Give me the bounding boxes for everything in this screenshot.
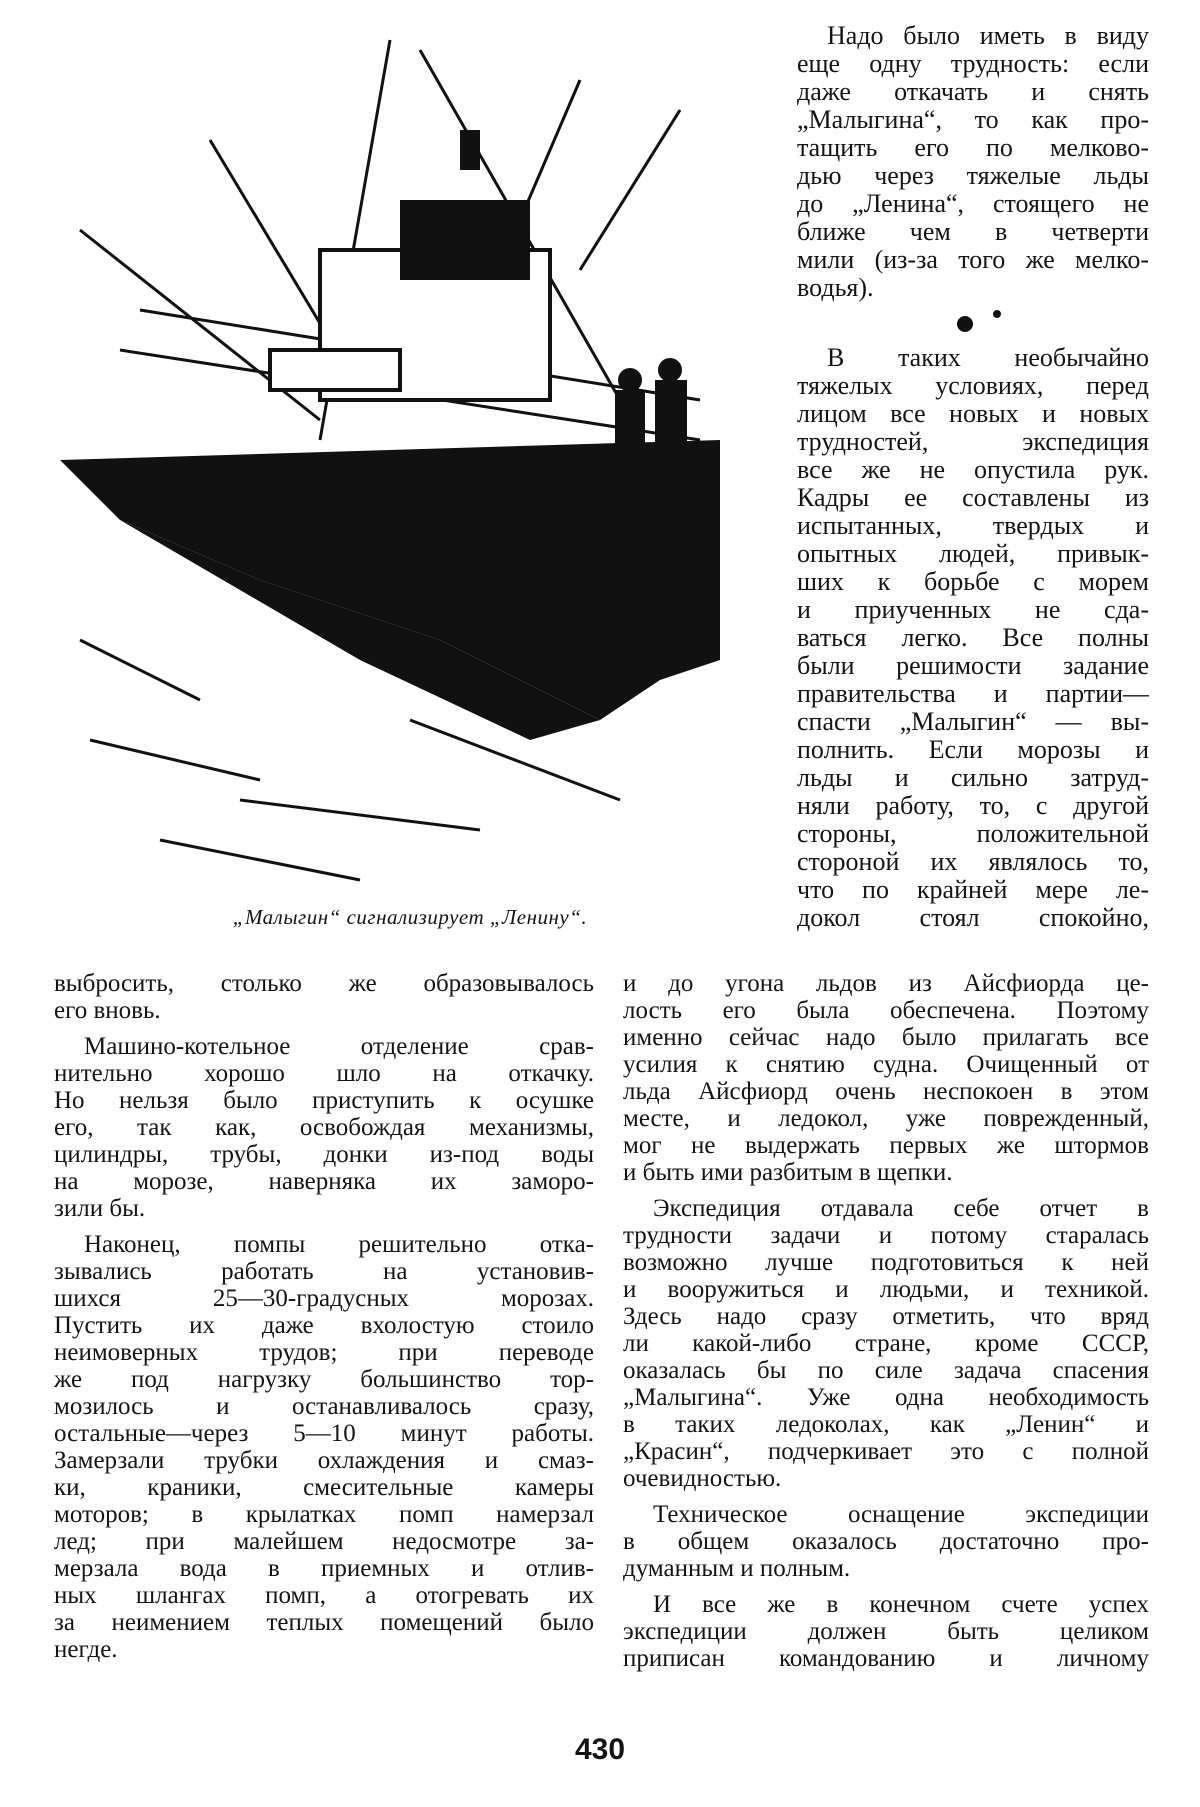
text-line: его вновь. [54, 997, 161, 1024]
text-line: негде. [54, 1636, 118, 1663]
paragraph [623, 1501, 1149, 1582]
text-line: трудностей, экспедиция [797, 428, 1149, 456]
text-line: тяжелых условиях, перед [797, 372, 1149, 400]
text-line: тащить его по мелково- [797, 134, 1149, 162]
text-line: шихся 25—30-градусных морозах. [54, 1285, 594, 1312]
text-line: Здесь надо сразу отметить, что вряд [623, 1303, 1149, 1330]
text-line: зывались работать на установив- [54, 1258, 594, 1285]
text-line: до „Ленина“, стоящего не [797, 190, 1149, 218]
text-line: стороны, положительной [797, 820, 1149, 848]
text-line: „Малыгина“, то как про- [797, 106, 1149, 134]
text-line: выбросить, столько же образовывалось [54, 970, 594, 997]
text-line: возможно лучше подготовиться к ней [623, 1249, 1149, 1276]
text-line: мозилось и останавливалось сразу, [54, 1393, 594, 1420]
text-line: нительно хорошо шло на откачку. [54, 1060, 594, 1087]
right-column [623, 970, 1149, 1681]
paragraph [54, 970, 594, 1024]
text-line: лед; при малейшем недосмотре за- [54, 1528, 594, 1555]
text-line: были решимости задание [797, 652, 1149, 680]
top-right-column [797, 22, 1149, 936]
text-line: мерзала вода в приемных и отлив- [54, 1555, 594, 1582]
text-line: и быть ими разбитым в щепки. [623, 1159, 953, 1186]
text-line: лицом все новых и новых [797, 400, 1149, 428]
paragraph [623, 970, 1149, 1186]
ship-illustration [60, 20, 760, 900]
text-line: мог не выдержать первых же штормов [623, 1132, 1149, 1159]
text-line: правительства и партии— [797, 680, 1149, 708]
text-line: лость его была обеспечена. Поэтому [623, 997, 1149, 1024]
text-line: даже откачать и снять [797, 78, 1149, 106]
text-line: в общем оказалось достаточно про- [623, 1528, 1149, 1555]
text-line: именно сейчас надо было прилагать все [623, 1024, 1149, 1051]
text-line: что по крайней мере ле- [797, 876, 1149, 904]
paragraph [54, 1033, 594, 1222]
text-line: Техническое оснащение экспедиции [653, 1501, 1149, 1528]
text-line: В таких необычайно [827, 344, 1149, 372]
text-line: испытанных, твердых и [797, 512, 1149, 540]
text-line: льда Айсфиорд очень неспокоен в этом [623, 1078, 1149, 1105]
text-line: спасти „Малыгин“ — вы- [797, 708, 1149, 736]
text-line: и до угона льдов из Айсфиорда це- [623, 970, 1149, 997]
text-line: Надо было иметь в виду [827, 22, 1149, 50]
text-line: льды и сильно затруд- [797, 764, 1149, 792]
text-line: Машино-котельное отделение срав- [84, 1033, 594, 1060]
text-line: ваться легко. Все полны [797, 624, 1149, 652]
text-line: ки, краники, смесительные камеры [54, 1474, 594, 1501]
text-line: Экспедиция отдавала себе отчет в [653, 1195, 1149, 1222]
text-line: стороной их являлось то, [797, 848, 1149, 876]
text-line: И все же в конечном счете успех [653, 1591, 1149, 1618]
text-line: трудности задачи и потому старалась [623, 1222, 1149, 1249]
text-line: „Малыгина“. Уже одна необходимость [623, 1384, 1149, 1411]
text-line: же под нагрузку большинство тор- [54, 1366, 594, 1393]
text-line: Пустить их даже вхолостую стоило [54, 1312, 594, 1339]
text-line: и приученных не сда- [797, 596, 1149, 624]
text-line: оказалась бы по силе задача спасения [623, 1357, 1149, 1384]
text-line: „Красин“, подчеркивает это с полной [623, 1438, 1149, 1465]
text-line: докол стоял спокойно, [797, 904, 1149, 932]
text-line: остальные—через 5—10 минут работы. [54, 1420, 594, 1447]
text-line: и вооружиться и людьми, и техникой. [623, 1276, 1149, 1303]
left-column [54, 970, 594, 1672]
paragraph [54, 1231, 594, 1663]
text-line: еще одну трудность: если [797, 50, 1149, 78]
text-line: в таких ледоколах, как „Ленин“ и [623, 1411, 1149, 1438]
text-line: няли работу, то, с другой [797, 792, 1149, 820]
text-line: все же не опустила рук. [797, 456, 1149, 484]
text-line: ных шлангах помп, а отогревать их [54, 1582, 594, 1609]
text-line: за неимением теплых помещений было [54, 1609, 594, 1636]
text-line: ли какой-либо стране, кроме СССР, [623, 1330, 1149, 1357]
text-line: думанным и полным. [623, 1555, 851, 1582]
text-line: цилиндры, трубы, донки из-под воды [54, 1141, 594, 1168]
paragraph [797, 22, 1149, 302]
text-line: мили (из-за того же мелко- [797, 246, 1149, 274]
text-line: неимоверных трудов; при переводе [54, 1339, 594, 1366]
text-line: ближе чем в четверти [797, 218, 1149, 246]
text-line: Кадры ее составлены из [797, 484, 1149, 512]
text-line: дью через тяжелые льды [797, 162, 1149, 190]
illustration-caption: „Малыгин“ сигнализирует „Ленину“. [232, 905, 588, 929]
text-line: зили бы. [54, 1195, 146, 1222]
text-line: полнить. Если морозы и [797, 736, 1149, 764]
text-line: Наконец, помпы решительно отка- [84, 1231, 594, 1258]
text-line: Но нельзя было приступить к осушке [54, 1087, 594, 1114]
text-line: Замерзали трубки охлаждения и смаз- [54, 1447, 594, 1474]
text-line: водья). [797, 274, 874, 302]
paragraph [623, 1591, 1149, 1672]
text-line: его, так как, освобождая механизмы, [54, 1114, 594, 1141]
text-line: ших к борьбе с морем [797, 568, 1149, 596]
text-line: месте, и ледокол, уже поврежденный, [623, 1105, 1149, 1132]
text-line: очевидностью. [623, 1465, 782, 1492]
page-number: 430 [574, 1733, 626, 1766]
paragraph [797, 344, 1149, 932]
section-divider-icon [797, 306, 1149, 344]
paragraph [623, 1195, 1149, 1492]
text-line: усилия к снятию судна. Очищенный от [623, 1051, 1149, 1078]
text-line: на морозе, наверняка их заморо- [54, 1168, 594, 1195]
text-line: экспедиции должен быть целиком [623, 1618, 1149, 1645]
text-line: опытных людей, привык- [797, 540, 1149, 568]
text-line: приписан командованию и личному [623, 1645, 1149, 1672]
text-line: моторов; в крылатках помп намерзал [54, 1501, 594, 1528]
